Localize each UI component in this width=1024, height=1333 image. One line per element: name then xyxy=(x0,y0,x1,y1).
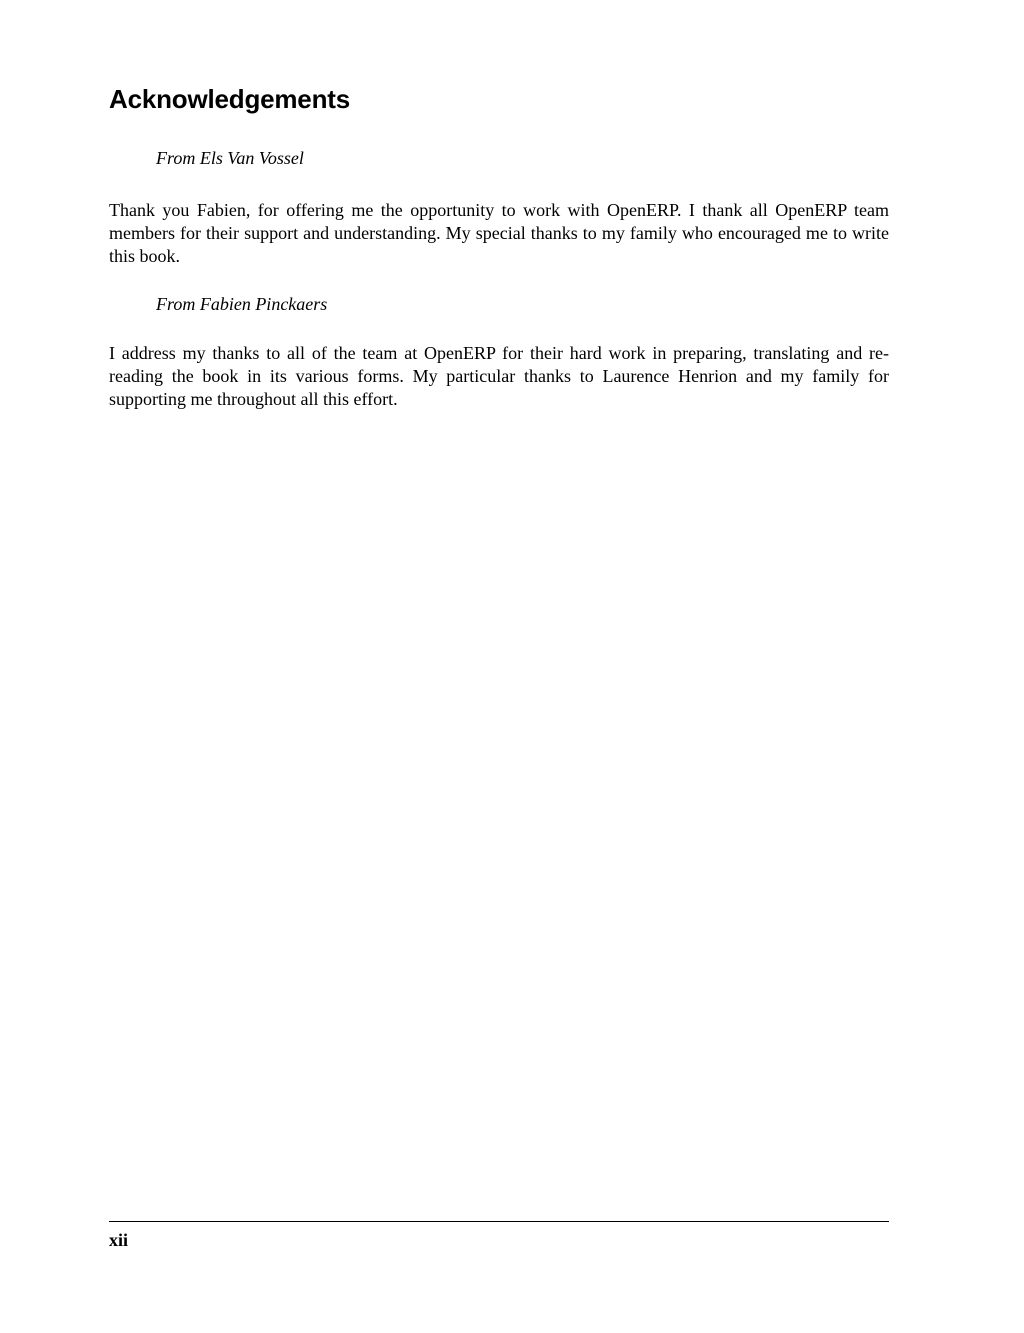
page-title: Acknowledgements xyxy=(109,84,350,114)
footer-divider xyxy=(109,1221,889,1222)
page-number: xii xyxy=(109,1230,129,1250)
acknowledgement-paragraph-2: I address my thanks to all of the team at OpenERP for their hard work in preparing, translating and re-reading the book in its various forms. My particular thanks to Laurence Henrion and my family for supporting me throughout all this effort. xyxy=(109,343,889,409)
attribution-els-van-vossel: From Els Van Vossel xyxy=(156,148,304,168)
attribution-fabien-pinckaers: From Fabien Pinckaers xyxy=(156,294,328,314)
acknowledgement-paragraph-1: Thank you Fabien, for offering me the opportunity to work with OpenERP. I thank all OpenERP team members for their support and understanding. My special thanks to my family who encouraged me to write this book. xyxy=(109,200,889,266)
